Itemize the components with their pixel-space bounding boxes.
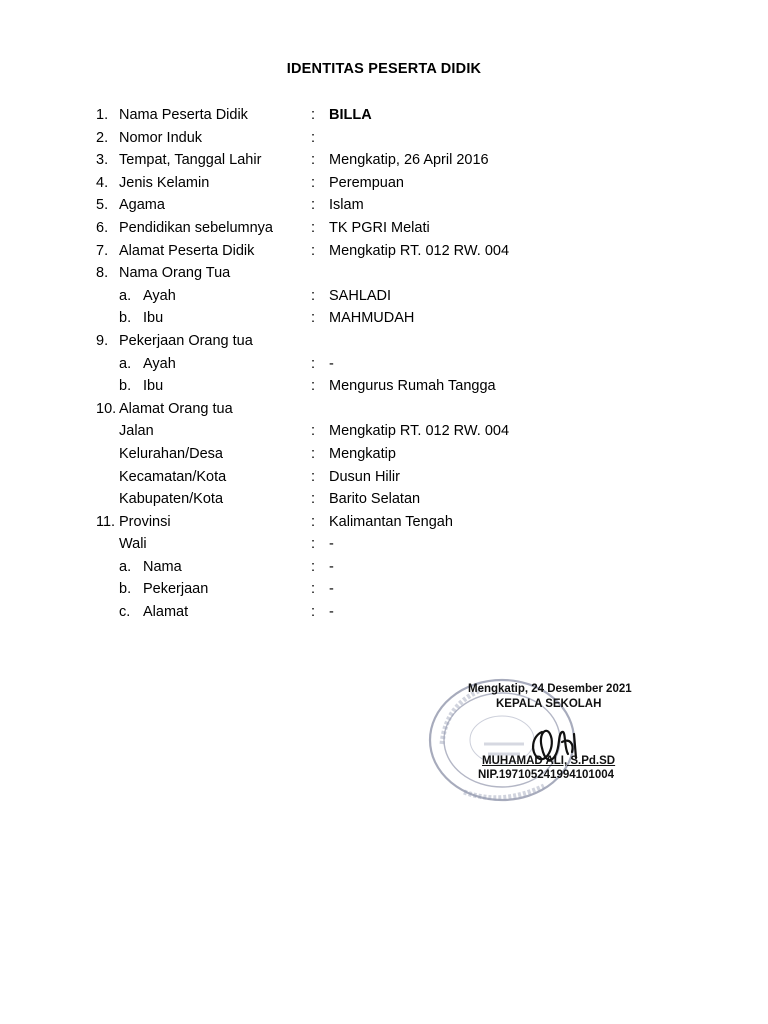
- item-label: Alamat Orang tua: [119, 400, 233, 417]
- item-label: Nama Peserta Didik: [119, 107, 248, 123]
- item-number: 2.: [96, 129, 109, 146]
- item-number: 6.: [96, 219, 109, 236]
- list-item: [0, 443, 768, 466]
- signatory-name: MUHAMAD ALI, S.Pd.SD: [482, 755, 616, 767]
- item-value: -: [329, 558, 334, 575]
- item-label: Ibu: [143, 378, 164, 395]
- list-item: [0, 194, 768, 217]
- list-item: [0, 511, 768, 534]
- item-value: Barito Selatan: [329, 491, 421, 508]
- item-sub-letter: b.: [119, 378, 132, 395]
- item-label: Ibu: [143, 310, 164, 327]
- list-item: [0, 330, 768, 353]
- item-value: Mengkatip RT. 012 RW. 004: [329, 423, 510, 440]
- list-item: [0, 488, 768, 511]
- item-colon: :: [311, 107, 316, 123]
- item-colon: :: [311, 445, 316, 462]
- item-label: Nomor Induk: [119, 129, 203, 146]
- item-label: Alamat Peserta Didik: [119, 242, 255, 259]
- list-item: [0, 104, 768, 127]
- item-value: Dusun Hilir: [329, 468, 400, 485]
- item-colon: :: [311, 355, 316, 372]
- item-colon: :: [311, 536, 316, 553]
- list-item: [0, 172, 768, 195]
- identity-list: [0, 104, 768, 624]
- item-label: Agama: [119, 197, 165, 214]
- item-label: Pekerjaan: [143, 581, 209, 598]
- item-label: Nama Orang Tua: [119, 265, 231, 282]
- item-sub-letter: b.: [119, 310, 132, 327]
- item-value: Mengkatip RT. 012 RW. 004: [329, 242, 510, 259]
- item-value: Mengkatip: [329, 445, 396, 462]
- document-title: IDENTITAS PESERTA DIDIK: [286, 61, 482, 77]
- signature-block: [424, 674, 648, 806]
- list-item: [0, 556, 768, 579]
- item-label: Kabupaten/Kota: [119, 491, 224, 508]
- item-colon: :: [311, 310, 316, 327]
- item-label: Alamat: [143, 604, 189, 621]
- item-value: Kalimantan Tengah: [329, 513, 453, 530]
- list-item: [0, 420, 768, 443]
- item-value: -: [329, 581, 334, 598]
- item-number: 11.: [96, 513, 116, 530]
- list-item: [0, 149, 768, 172]
- item-colon: :: [311, 197, 316, 214]
- list-item: [0, 466, 768, 489]
- item-label: Ayah: [143, 287, 176, 304]
- item-label: Nama: [143, 558, 182, 575]
- item-label: Jalan: [119, 423, 154, 440]
- item-value: -: [329, 355, 334, 372]
- list-item: [0, 375, 768, 398]
- list-item: [0, 240, 768, 263]
- item-colon: :: [311, 287, 316, 304]
- item-value: MAHMUDAH: [329, 310, 415, 327]
- list-item: [0, 217, 768, 240]
- item-label: Wali: [119, 536, 147, 553]
- item-sub-letter: b.: [119, 581, 132, 598]
- item-colon: :: [311, 513, 316, 530]
- item-sub-letter: a.: [119, 355, 132, 372]
- item-colon: :: [311, 174, 316, 191]
- item-number: 8.: [96, 265, 109, 282]
- item-colon: :: [311, 378, 316, 395]
- item-value: Mengkatip, 26 April 2016: [329, 152, 489, 169]
- item-colon: :: [311, 491, 316, 508]
- item-value: -: [329, 536, 334, 553]
- item-label: Kelurahan/Desa: [119, 445, 223, 462]
- list-item: [0, 601, 768, 624]
- item-label: Tempat, Tanggal Lahir: [119, 152, 262, 169]
- item-colon: :: [311, 219, 316, 236]
- signature-role: KEPALA SEKOLAH: [496, 698, 602, 710]
- list-item: [0, 285, 768, 308]
- item-value: Islam: [329, 197, 364, 214]
- item-value: Mengurus Rumah Tangga: [329, 378, 496, 395]
- item-label: Jenis Kelamin: [119, 174, 210, 191]
- item-colon: :: [311, 129, 316, 146]
- list-item: [0, 578, 768, 601]
- item-value: BILLA: [329, 107, 372, 123]
- item-colon: :: [311, 423, 316, 440]
- list-item: [0, 398, 768, 421]
- item-number: 7.: [96, 242, 109, 259]
- item-value: TK PGRI Melati: [329, 219, 430, 236]
- item-number: 5.: [96, 197, 109, 214]
- item-colon: :: [311, 604, 316, 621]
- item-colon: :: [311, 152, 316, 169]
- item-number: 10.: [96, 400, 117, 417]
- item-colon: :: [311, 581, 316, 598]
- list-item: [0, 262, 768, 285]
- item-label: Pekerjaan Orang tua: [119, 332, 253, 349]
- signatory-nip: NIP.197105241994101004: [478, 769, 615, 781]
- item-label: Kecamatan/Kota: [119, 468, 227, 485]
- item-colon: :: [311, 468, 316, 485]
- item-number: 3.: [96, 152, 109, 169]
- item-colon: :: [311, 558, 316, 575]
- item-label: Pendidikan sebelumnya: [119, 219, 273, 236]
- item-number: 4.: [96, 174, 109, 191]
- item-number: 9.: [96, 332, 109, 349]
- item-sub-letter: a.: [119, 287, 132, 304]
- item-value: -: [329, 604, 334, 621]
- item-colon: :: [311, 242, 316, 259]
- list-item: [0, 307, 768, 330]
- item-number: 1.: [96, 107, 109, 123]
- item-sub-letter: a.: [119, 558, 132, 575]
- list-item: [0, 533, 768, 556]
- list-item: [0, 353, 768, 376]
- list-item: [0, 127, 768, 150]
- item-label: Ayah: [143, 355, 176, 372]
- item-value: Perempuan: [329, 174, 404, 191]
- item-sub-letter: c.: [119, 604, 131, 621]
- item-label: Provinsi: [119, 513, 171, 530]
- item-value: SAHLADI: [329, 287, 392, 304]
- signature-date: Mengkatip, 24 Desember 2021: [468, 683, 632, 695]
